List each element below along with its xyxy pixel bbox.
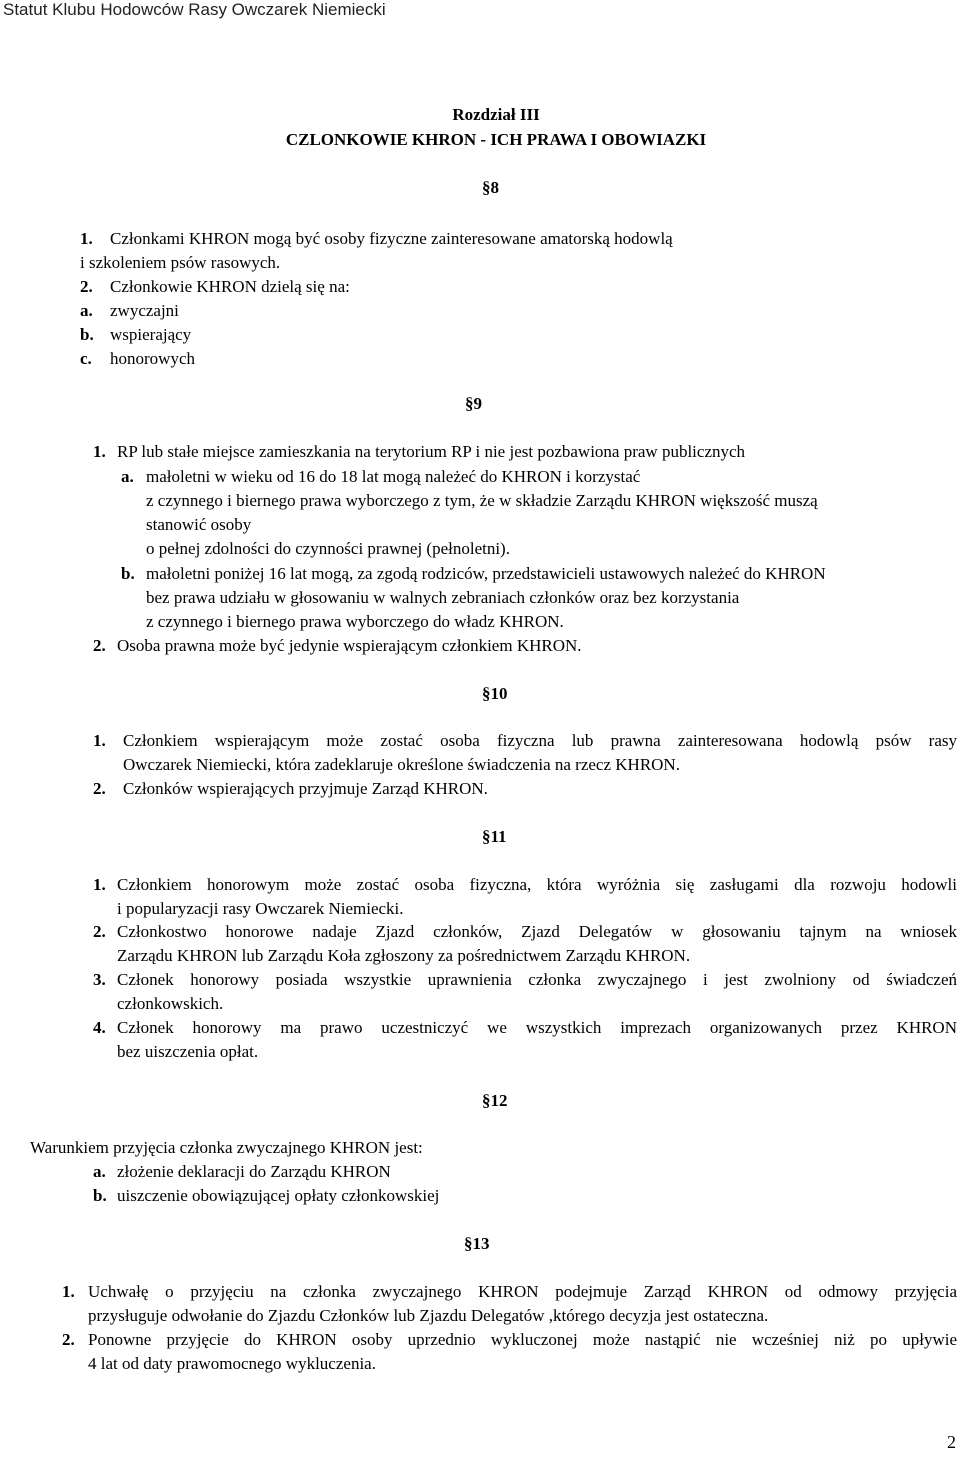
s9-a-line4: o pełnej zdolności do czynności prawnej (pełnoletni). [146, 539, 510, 558]
page-number: 2 [947, 1432, 956, 1452]
s9-p1-num: 1. [93, 442, 106, 461]
s11-p3-line1: Członek honorowy posiada wszystkie uprawnienia członka zwyczajnego i jest zwolniony od świadczeń [117, 970, 957, 989]
s13-p2-line2: 4 lat od daty prawomocnego wykluczenia. [88, 1354, 376, 1373]
s9-p1-text: RP lub stałe miejsce zamieszkania na terytorium RP i nie jest pozbawiona praw publicznych [117, 442, 746, 461]
s10-p1-line1: Członkiem wspierającym może zostać osoba fizyczna lub prawna zainteresowana hodowlą psów rasy [123, 731, 957, 750]
s11-p2-num: 2. [93, 922, 106, 941]
s11-p4-num: 4. [93, 1018, 106, 1037]
s8-a-text: zwyczajni [110, 301, 179, 320]
s12-b-text: uiszczenie obowiązującej opłaty członkowskiej [117, 1186, 440, 1205]
s11-p1-line2: i popularyzacji rasy Owczarek Niemiecki. [117, 899, 404, 918]
s9-a-label: a. [121, 467, 134, 486]
section-13-sign: §13 [464, 1234, 490, 1253]
s8-p2-num: 2. [80, 277, 93, 296]
chapter-heading: Rozdział III [452, 105, 540, 124]
s13-p1-line1: Uchwałę o przyjęciu na członka zwyczajnego KHRON podejmuje Zarząd KHRON od odmowy przyjęcia [88, 1282, 957, 1301]
s12-a-label: a. [93, 1162, 106, 1181]
s11-p3-line2: członkowskich. [117, 994, 224, 1013]
s9-b-line2: bez prawa udziału w głosowaniu w walnych zebraniach członków oraz bez korzystania [146, 588, 740, 607]
s9-a-line2: z czynnego i biernego prawa wyborczego z tym, że w składzie Zarządu KHRON większość muszą [146, 491, 818, 510]
s9-p2-num: 2. [93, 636, 106, 655]
section-11-sign: §11 [482, 827, 507, 846]
section-10-sign: §10 [482, 684, 508, 703]
s8-b-label: b. [80, 325, 94, 344]
s13-p2-line1: Ponowne przyjęcie do KHRON osoby uprzednio wykluczonej może nastąpić nie wcześniej niż po upływie [88, 1330, 957, 1349]
s9-b-line3: z czynnego i biernego prawa wyborczego do władz KHRON. [146, 612, 564, 631]
s9-b-line1: małoletni poniżej 16 lat mogą, za zgodą rodziców, przedstawicieli ustawowych należeć do KHRON [146, 564, 826, 583]
s12-intro: Warunkiem przyjęcia członka zwyczajnego KHRON jest: [30, 1138, 423, 1157]
s11-p2-line2: Zarządu KHRON lub Zarządu Koła zgłoszony za pośrednictwem Zarządu KHRON. [117, 946, 691, 965]
section-12-sign: §12 [482, 1091, 508, 1110]
s10-p2-num: 2. [93, 779, 106, 798]
s12-a-text: złożenie deklaracji do Zarządu KHRON [117, 1162, 391, 1181]
s13-p2-num: 2. [62, 1330, 75, 1349]
s8-p2-text: Członkowie KHRON dzielą się na: [110, 277, 350, 296]
s10-p1-line2: Owczarek Niemiecki, która zadeklaruje określone świadczenia na rzecz KHRON. [123, 755, 680, 774]
s10-p2-text: Członków wspierających przyjmuje Zarząd KHRON. [123, 779, 488, 798]
chapter-title: CZLONKOWIE KHRON - ICH PRAWA I OBOWIAZKI [285, 130, 707, 149]
s11-p3-num: 3. [93, 970, 106, 989]
section-9-sign: §9 [465, 394, 482, 413]
s13-p1-num: 1. [62, 1282, 75, 1301]
s8-c-label: c. [80, 349, 92, 368]
s12-b-label: b. [93, 1186, 107, 1205]
s10-p1-num: 1. [93, 731, 106, 750]
s8-p1-line2: i szkoleniem psów rasowych. [80, 253, 281, 272]
s11-p4-line1: Członek honorowy ma prawo uczestniczyć we wszystkich imprezach organizowanych przez KHRON [117, 1018, 957, 1037]
s8-p1-num: 1. [80, 229, 93, 248]
s11-p1-line1: Członkiem honorowym może zostać osoba fizyczna, która wyróżnia się zasługami dla rozwoju hodowli [117, 875, 957, 894]
s9-p2-text: Osoba prawna może być jedynie wspierającym członkiem KHRON. [117, 636, 582, 655]
s9-a-line3: stanowić osoby [146, 515, 252, 534]
page-header-title: Statut Klubu Hodowców Rasy Owczarek Niemiecki [3, 0, 386, 19]
s8-a-label: a. [80, 301, 93, 320]
s9-a-line1: małoletni w wieku od 16 do 18 lat mogą należeć do KHRON i korzystać [146, 467, 641, 486]
s11-p1-num: 1. [93, 875, 106, 894]
s9-b-label: b. [121, 564, 135, 583]
section-8-sign: §8 [482, 178, 499, 197]
s11-p4-line2: bez uiszczenia opłat. [117, 1042, 259, 1061]
s8-p1-line1: Członkami KHRON mogą być osoby fizyczne zainteresowane amatorską hodowlą [110, 229, 673, 248]
s11-p2-line1: Członkostwo honorowe nadaje Zjazd członków, Zjazd Delegatów w głosowaniu tajnym na wniosek [117, 922, 957, 941]
s8-b-text: wspierający [110, 325, 192, 344]
s13-p1-line2: przysługuje odwołanie do Zjazdu Członków lub Zjazdu Delegatów ,którego decyzja jest ostateczna. [88, 1306, 769, 1325]
s8-c-text: honorowych [110, 349, 195, 368]
